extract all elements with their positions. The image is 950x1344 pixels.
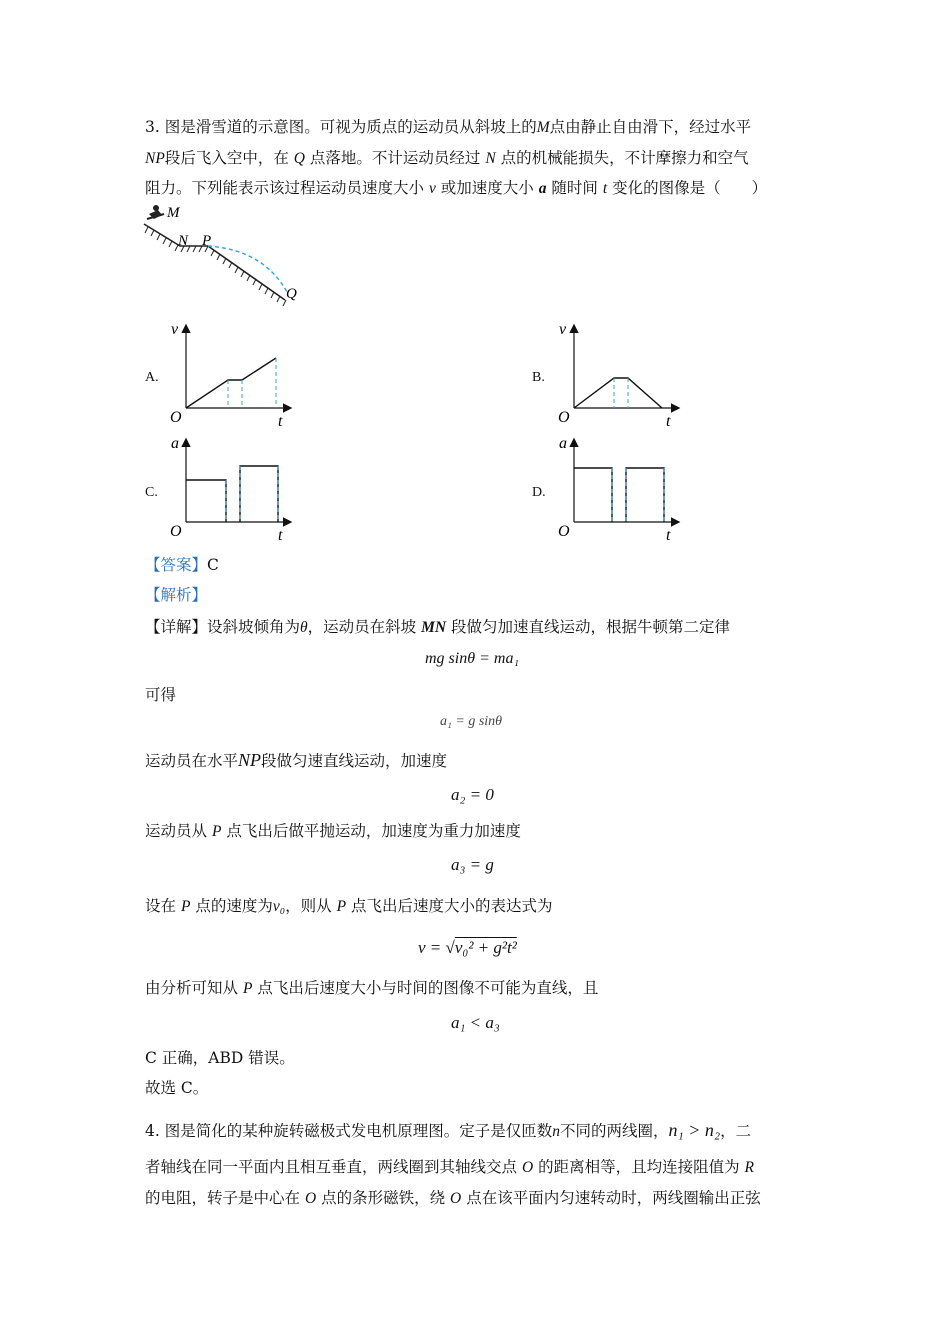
q4-line-1: 4. 图是简化的某种旋转磁极式发电机原理图。定子是仅匝数n不同的两线圈，n₁ > n₂，二	[145, 1120, 752, 1140]
option-c-label: C.	[145, 485, 158, 500]
graph-option-a	[160, 318, 300, 430]
equation-5: v = √v₀² + g²t²	[418, 938, 517, 957]
q3-line-3: 阻力。下列能表示该过程运动员速度大小 v 或加速度大小 a 随时间 t 变化的图像是（ ）	[145, 179, 768, 197]
axis-label-t: t	[278, 527, 283, 544]
answer-line	[145, 555, 805, 575]
origin-label: O	[170, 409, 182, 426]
label-Q: Q	[286, 286, 297, 302]
detail-line-5: 由分析可知从 P 点飞出后速度大小与时间的图像不可能为直线，且	[145, 979, 599, 997]
origin-label: O	[170, 523, 182, 540]
axis-label-a: a	[171, 435, 179, 452]
label-P: P	[202, 233, 212, 249]
axis-label-t: t	[666, 413, 671, 430]
equation-6: a₁ < a₃	[451, 1013, 500, 1032]
answer-label: 【答案】	[145, 556, 208, 574]
q3-line-2: NP段后飞入空中，在 Q 点落地。不计运动员经过 N 点的机械能损失，不计摩擦力和空气	[145, 149, 749, 167]
detail-line-1: 【详解】设斜坡倾角为θ，运动员在斜坡 MN 段做匀加速直线运动，根据牛顿第二定律	[145, 618, 731, 636]
origin-label: O	[558, 409, 570, 426]
final-choice-line: 故选 C。	[145, 1079, 209, 1097]
axis-label-v: v	[559, 321, 567, 338]
detail-line-4: 设在 P 点的速度为v₀，则从 P 点飞出后速度大小的表达式为	[145, 897, 553, 915]
q3-line-1: 3. 图是滑雪道的示意图。可视为质点的运动员从斜坡上的M点由静止自由滑下，经过水平	[145, 118, 752, 136]
q4-line-3: 的电阻，转子是中心在 O 点的条形磁铁，绕 O 点在该平面内匀速转动时，两线圈输出正弦	[145, 1189, 761, 1207]
q4-line-2: 者轴线在同一平面内且相互垂直，两线圈到其轴线交点 O 的距离相等，且均连接阻值为 R	[145, 1158, 755, 1176]
can-get-text: 可得	[145, 686, 177, 704]
equation-2: a₁ = g sinθ	[440, 714, 503, 729]
equation-1: mg sinθ = ma₁	[425, 650, 519, 667]
equation-4: a₃ = g	[451, 855, 494, 874]
skier-icon	[147, 205, 164, 219]
trajectory-curve	[208, 246, 288, 294]
option-d-label: D.	[532, 485, 546, 500]
conclusion-line: C 正确，ABD 错误。	[145, 1049, 295, 1067]
option-a-label: A.	[145, 370, 159, 385]
answer-value: C	[207, 556, 219, 574]
ski-slope-figure	[140, 200, 310, 315]
axis-label-v: v	[171, 321, 179, 338]
graph-option-b	[548, 318, 688, 430]
detail-line-3: 运动员从 P 点飞出后做平抛运动，加速度为重力加速度	[145, 822, 521, 840]
label-M: M	[167, 205, 180, 221]
equation-3: a₂ = 0	[451, 785, 494, 804]
axis-label-t: t	[666, 527, 671, 544]
origin-label: O	[558, 523, 570, 540]
detail-line-2: 运动员在水平NP段做匀速直线运动，加速度	[145, 750, 448, 770]
option-b-label: B.	[532, 370, 545, 385]
graph-option-d	[548, 432, 688, 544]
axis-label-t: t	[278, 413, 283, 430]
label-N: N	[178, 233, 189, 249]
axis-label-a: a	[559, 435, 567, 452]
graph-option-c	[160, 432, 300, 544]
analysis-label: 【解析】	[145, 586, 208, 604]
